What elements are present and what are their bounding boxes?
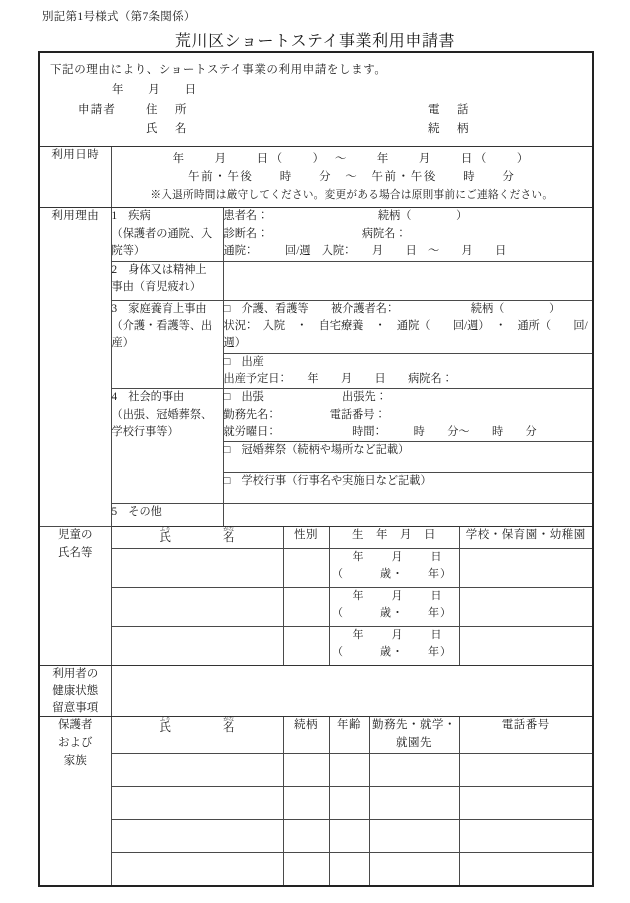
hospital-label: 病院名：: [361, 227, 407, 240]
reason-item-3-line-2: 産）: [111, 337, 134, 350]
reason-item-title-3: [111, 300, 223, 389]
children-name-ruby-1: ふり: [159, 527, 171, 534]
guardian-label-line-1: および: [58, 737, 93, 750]
guardian-section-label: [39, 717, 111, 886]
patient-name-line: [224, 208, 593, 225]
reason-item-4-line-1: （出張、冠婚葬祭、: [111, 408, 213, 421]
reason-item-1-fields[interactable]: [223, 208, 593, 261]
health-status-row: [39, 666, 593, 717]
guardian-phone-cell[interactable]: [459, 753, 593, 786]
nursing-care-checkbox-line[interactable]: □ 介護、看護等 被介護者名： 続柄（ ）: [223, 302, 561, 315]
workplace-name-line: 勤務先名： 電話番号：: [223, 408, 386, 421]
guardian-age-cell[interactable]: [329, 786, 369, 819]
business-trip-checkbox-line[interactable]: □ 出張 出張先：: [223, 391, 387, 404]
child-school-cell[interactable]: [459, 627, 593, 666]
relation-label: 続 柄: [428, 123, 472, 136]
guardian-row: [39, 819, 593, 852]
children-row: [39, 549, 593, 588]
guardian-col-phone-header: 電話番号: [459, 717, 593, 754]
guardian-workplace-cell[interactable]: [369, 819, 459, 852]
reason-item-3-line-1: （介護・看護等、出: [111, 319, 213, 332]
work-days-line: 就労曜日： 時間： 時 分～ 時 分: [223, 426, 537, 439]
name-label: 氏 名: [146, 123, 190, 136]
applicant-name-row: [50, 119, 582, 138]
phone-label: 電 話: [428, 104, 472, 117]
nursing-status-line: 状況： 入院 ・ 自宅療養 ・ 通院（ 回/週） ・ 通所（ 回/週）: [223, 319, 588, 350]
reason-row-social-a: [39, 389, 593, 442]
children-col-gender-header: 性別: [283, 527, 329, 549]
guardian-name-ruby-2: がな: [223, 717, 235, 724]
child-birthdate-cell[interactable]: [329, 627, 459, 666]
guardian-row: [39, 852, 593, 886]
guardian-name-kanji-1: 氏: [159, 722, 171, 735]
children-name-kanji-2: 名: [223, 532, 235, 545]
guardian-label-line-0: 保護者: [58, 719, 93, 732]
reason-item-2-line-1: 事由（育児疲れ）: [111, 280, 202, 293]
health-label-line-0: 利用者の: [52, 668, 99, 681]
use-datetime-label: 利用日時: [39, 147, 111, 208]
health-status-label: [39, 666, 111, 717]
guardian-age-cell[interactable]: [329, 852, 369, 886]
reason-item-2-line-0: 2 身体又は精神上: [111, 263, 207, 276]
children-name-kanji-1: 氏: [159, 532, 171, 545]
childbirth-duedate-line: 出産予定日： 年 月 日 病院名：: [223, 372, 453, 385]
health-label-line-2: 留意事項: [52, 701, 99, 714]
child-gender-cell[interactable]: [283, 627, 329, 666]
reason-item-4-block-a[interactable]: [223, 389, 593, 442]
guardian-col-name-header: [111, 717, 283, 754]
guardian-phone-cell[interactable]: [459, 786, 593, 819]
reason-row-illness: [39, 208, 593, 261]
applicant-label: 申請者: [78, 104, 117, 117]
reason-label: 利用理由: [39, 208, 111, 527]
page-title: 荒川区ショートステイ事業利用申請書: [174, 33, 456, 50]
guardian-age-cell[interactable]: [329, 819, 369, 852]
reason-item-4-line-0: 4 社会的事由: [111, 391, 185, 404]
reason-item-title-1: [111, 208, 223, 261]
reason-row-family-care: [39, 300, 593, 353]
child-name-cell[interactable]: [111, 549, 283, 588]
guardian-workplace-cell[interactable]: [369, 852, 459, 886]
use-datetime-row: [39, 147, 593, 208]
school-event-checkbox-line[interactable]: □ 学校行事（行事名や実施日など記載）: [223, 475, 432, 488]
diagnosis-line: [224, 226, 593, 243]
patient-name-label: 患者名：: [223, 210, 269, 223]
guardian-row: [39, 786, 593, 819]
children-label-line-0: 児童の: [58, 529, 93, 542]
guardian-workplace-cell[interactable]: [369, 753, 459, 786]
reason-item-1-line-1: （保護者の通院、入: [111, 227, 213, 240]
diagnosis-label: 診断名：: [223, 227, 269, 240]
guardian-name-cell[interactable]: [111, 819, 283, 852]
child-school-cell[interactable]: [459, 549, 593, 588]
guardian-relation-cell[interactable]: [283, 753, 329, 786]
guardian-label-line-2: 家族: [63, 754, 87, 767]
children-row: [39, 627, 593, 666]
guardian-col-relation-header: 続柄: [283, 717, 329, 754]
childbirth-checkbox-line[interactable]: □ 出産: [223, 355, 264, 368]
ceremony-checkbox-line[interactable]: □ 冠婚葬祭（続柄や場所など記載）: [223, 444, 410, 457]
child-gender-cell[interactable]: [283, 588, 329, 627]
guardian-col-age-header: 年齢: [329, 717, 369, 754]
child-name-cell[interactable]: [111, 588, 283, 627]
child-birth-line2: （ 歳・ 年）: [332, 607, 452, 620]
children-col-name-header: [111, 527, 283, 549]
reason-item-title-5: [111, 504, 223, 527]
guardian-relation-cell[interactable]: [283, 786, 329, 819]
guardian-name-ruby-1: ふり: [159, 717, 171, 724]
reason-item-title-4: [111, 389, 223, 504]
child-birthdate-cell[interactable]: [329, 588, 459, 627]
address-label: 住 所: [146, 104, 190, 117]
reason-item-title-2: [111, 261, 223, 300]
intro-row: [39, 52, 593, 147]
children-col-school-header: 学校・保育園・幼稚園: [459, 527, 593, 549]
health-label-line-1: 健康状態: [52, 684, 99, 697]
use-datetime-value: [111, 147, 593, 208]
child-birth-line2: （ 歳・ 年）: [332, 568, 452, 581]
children-name-ruby-2: がな: [223, 527, 235, 534]
use-datetime-line1: 年 月 日（ ） ～ 年 月 日（ ）: [172, 153, 531, 166]
child-school-cell[interactable]: [459, 588, 593, 627]
children-row: [39, 588, 593, 627]
intro-cell: [39, 52, 593, 147]
children-header-row: [39, 527, 593, 549]
form-code: 別記第1号様式（第7条関係）: [42, 11, 196, 23]
guardian-name-cell[interactable]: [111, 753, 283, 786]
guardian-workplace-cell[interactable]: [369, 786, 459, 819]
reason-item-3-block-a[interactable]: [223, 300, 593, 353]
children-label-line-1: 氏名等: [58, 547, 93, 560]
guardian-header-row: [39, 717, 593, 754]
child-birthdate-cell[interactable]: [329, 549, 459, 588]
guardian-phone-cell[interactable]: [459, 819, 593, 852]
reason-item-2-fields[interactable]: [223, 261, 593, 300]
patient-relation-label: 続柄（ ）: [377, 210, 468, 223]
child-name-cell[interactable]: [111, 627, 283, 666]
guardian-name-cell[interactable]: [111, 786, 283, 819]
reason-item-5-line-0: 5 その他: [111, 506, 162, 519]
child-birth-line2: （ 歳・ 年）: [332, 646, 452, 659]
guardian-name-cell[interactable]: [111, 852, 283, 886]
guardian-phone-cell[interactable]: [459, 852, 593, 886]
reason-item-3-block-b[interactable]: [223, 353, 593, 389]
applicant-address-row: [50, 100, 582, 119]
reason-item-4-block-b[interactable]: [223, 442, 593, 473]
child-birth-line1: 年 月 日: [352, 551, 444, 564]
child-gender-cell[interactable]: [283, 549, 329, 588]
reason-item-5-fields[interactable]: [223, 504, 593, 527]
guardian-row: [39, 753, 593, 786]
reason-item-4-line-2: 学校行事等）: [111, 426, 179, 439]
guardian-age-cell[interactable]: [329, 753, 369, 786]
health-status-value[interactable]: [111, 666, 593, 717]
reason-item-4-block-c[interactable]: [223, 473, 593, 504]
guardian-name-kanji-2: 名: [223, 722, 235, 735]
reason-item-1-line-2: 院等）: [111, 245, 146, 258]
children-section-label: [39, 527, 111, 666]
use-datetime-note: ※入退所時間は厳守してください。変更がある場合は原則事前にご連絡ください。: [150, 188, 554, 201]
child-birth-line1: 年 月 日: [352, 590, 444, 603]
reason-item-1-line-0: 1 疾病: [111, 210, 151, 223]
application-form-table: [38, 51, 594, 887]
guardian-relation-cell[interactable]: [283, 819, 329, 852]
use-datetime-line2: 午前・午後 時 分 ～ 午前・午後 時 分: [188, 171, 516, 184]
guardian-col-workplace-header: 勤務先・就学・就園先: [369, 717, 459, 754]
children-col-birthdate-header: 生 年 月 日: [329, 527, 459, 549]
visit-admit-line: 通院： 回/週 入院： 月 日 ～ 月 日: [223, 245, 507, 258]
reason-row-other: [39, 504, 593, 527]
intro-statement: 下記の理由により、ショートステイ事業の利用申請をします。: [50, 64, 387, 76]
reason-item-3-line-0: 3 家庭養育上事由: [111, 302, 207, 315]
guardian-relation-cell[interactable]: [283, 852, 329, 886]
reason-row-physical: [39, 261, 593, 300]
intro-date-line: 年 月 日: [112, 84, 197, 97]
child-birth-line1: 年 月 日: [352, 629, 444, 642]
